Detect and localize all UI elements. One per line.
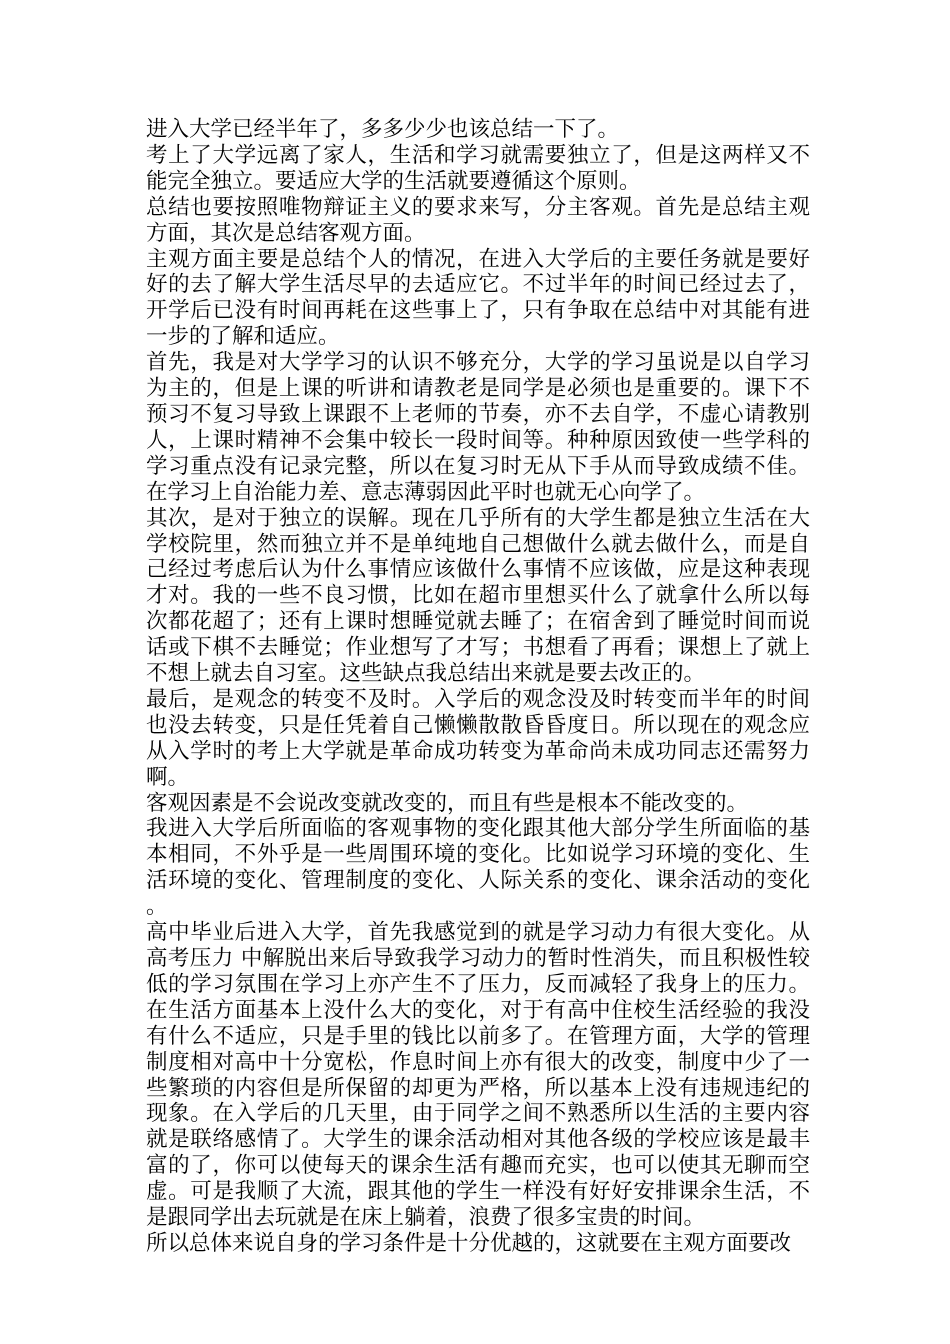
paragraph-subjective-overview: 主观方面主要是总结个人的情况，在进入大学后的主要任务就是要好好的去了解大学生活尽早的去适应它。不过半年的时间已经过去了，开学后已没有时间再耗在这些事上了，只有争取在总结中对其能有进一步的了解和适应。 (146, 246, 810, 350)
paragraph-second-point: 其次，是对于独立的误解。现在几乎所有的大学生都是独立生活在大学校院里，然而独立并不是单纯地自己想做什么就去做什么，而是自己经过考虑后认为什么事情应该做什么事情不应该做，应是这种表现才对。我的一些不良习惯，比如在超市里想买什么了就拿什么所以每次都花超了；还有上课时想睡觉就去睡了；在宿舍到了睡觉时间而说话或下棋不去睡觉；作业想写了才写；书想看了再看；课想上了就上不想上就去自习室。这些缺点我总结出来就是要去改正的。 (146, 505, 810, 687)
paragraph-objective-overview: 客观因素是不会说改变就改变的，而且有些是根本不能改变的。 (146, 790, 749, 816)
paragraph-first-point: 首先，我是对大学学习的认识不够充分，大学的学习虽说是以自学习为主的，但是上课的听讲和请教老是同学是必须也是重要的。课下不预习不复习导致上课跟不上老师的节奏，亦不去自学，不虚心请教别人，上课时精神不会集中较长一段时间等。种种原因致使一些学科的学习重点没有记录完整，所以在复习时无从下手从而导致成绩不佳。在学习上自治能力差、意志薄弱因此平时也就无心向学了。 (146, 350, 810, 505)
paragraph-intro: 进入大学已经半年了，多多少少也该总结一下了。 (146, 117, 620, 142)
paragraph-method: 总结也要按照唯物辩证主义的要求来写，分主客观。首先是总结主观方面，其次是总结客观方面。 (146, 194, 810, 246)
document-body (146, 117, 810, 1257)
paragraph-independence: 考上了大学远离了家人，生活和学习就需要独立了，但是这两样又不能完全独立。要适应大学的生活就要遵循这个原则。 (146, 142, 810, 194)
paragraph-conclusion: 所以总体来说自身的学习条件是十分优越的，这就要在主观方面要改 (146, 1230, 792, 1256)
paragraph-after-highschool: 高中毕业后进入大学，首先我感觉到的就是学习动力有很大变化。从高考压力 中解脱出来后导致我学习动力的暂时性消失，而且积极性较低的学习氛围在学习上亦产生不了压力，反而减轻了我身上的压力。在生活方面基本上没什么大的变化，对于有高中住校生活经验的我没有什么不适应，只是手里的钱比以前多了。在管理方面，大学的管理制度相对高中十分宽松，作息时间上亦有很大的改变，制度中少了一些繁琐的内容但是所保留的却更为严格，所以基本上没有违规违纪的现象。在入学后的几天里，由于同学之间不熟悉所以生活的主要内容就是联络感情了。大学生的课余活动相对其他各级的学校应该是最丰富的了，你可以使每天的课余生活有趣而充实，也可以使其无聊而空虚。可是我顺了大流，跟其他的学生一样没有好好安排课余生活，不是跟同学出去玩就是在床上躺着，浪费了很多宝贵的时间。 (146, 920, 810, 1231)
paragraph-last-point: 最后，是观念的转变不及时。入学后的观念没及时转变而半年的时间也没去转变，只是任凭着自己懒懒散散昏昏度日。所以现在的观念应从入学时的考上大学就是革命成功转变为革命尚未成功同志还需努力啊。 (146, 686, 810, 790)
paragraph-environment-changes: 我进入大学后所面临的客观事物的变化跟其他大部分学生所面临的基本相同，不外乎是一些周围环境的变化。比如说学习环境的变化、生活环境的变化、管理制度的变化、人际关系的变化、课余活动的变化。 (146, 816, 810, 920)
